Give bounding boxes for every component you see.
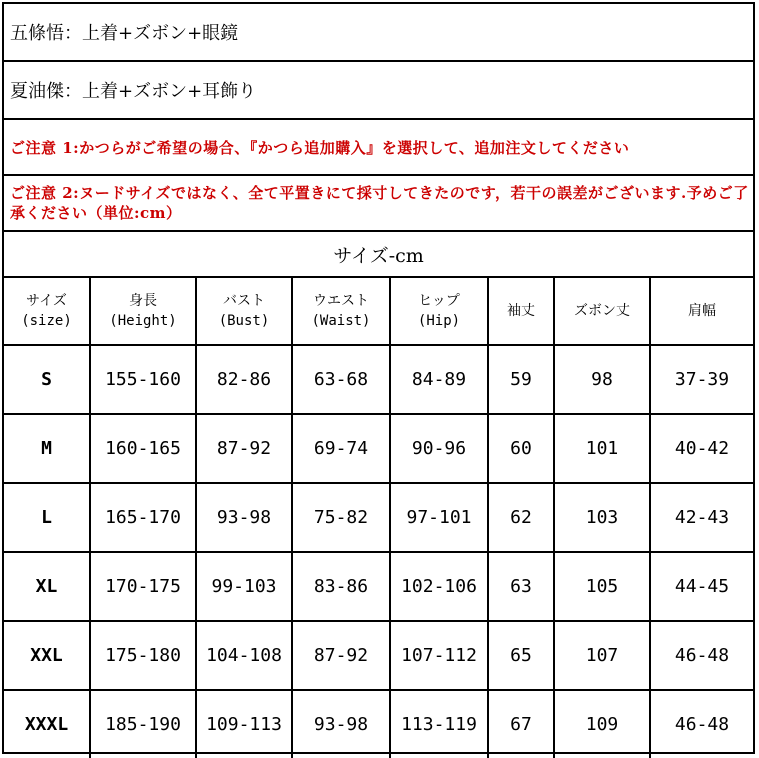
pants-length-cell: 101 <box>554 414 650 483</box>
header-bust-jp: バスト <box>223 293 265 309</box>
waist-cell: 75-82 <box>292 483 390 552</box>
table-row <box>4 690 753 758</box>
table-title-text: サイズ-cm <box>333 244 424 267</box>
height-cell: 165-170 <box>90 483 196 552</box>
costume-gojo-text: 五條悟：上着+ズボン+眼鏡 <box>10 23 239 44</box>
sleeve-cell: 59 <box>488 345 554 414</box>
header-cell-waist <box>292 278 390 345</box>
table-title <box>4 232 753 278</box>
table-row <box>4 414 753 483</box>
table-row <box>4 552 753 621</box>
header-height-en: (Height) <box>109 313 177 329</box>
shoulder-cell: 44-45 <box>650 552 753 621</box>
hip-cell: 113-119 <box>390 690 488 758</box>
waist-cell: 83-86 <box>292 552 390 621</box>
hip-cell: 97-101 <box>390 483 488 552</box>
costume-line-gojo <box>4 4 753 62</box>
size-cell: XL <box>4 552 90 621</box>
notice-measurement-text: ご注意 2:ヌードサイズではなく、全て平置きにて採寸してきたのです，若干の誤差がございます.予めご了承ください（単位:cm） <box>10 184 749 222</box>
bust-cell: 93-98 <box>196 483 292 552</box>
header-waist-jp: ウエスト <box>313 293 369 309</box>
header-hip-en: (Hip) <box>417 313 461 329</box>
header-shoulder-jp: 肩幅 <box>688 303 716 319</box>
header-hip-jp: ヒップ <box>418 293 460 309</box>
waist-cell: 63-68 <box>292 345 390 414</box>
header-cell-sleeve <box>488 278 554 345</box>
shoulder-cell: 46-48 <box>650 621 753 690</box>
notice-wig-text: ご注意 1:かつらがご希望の場合、『かつら追加購入』を選択して、追加注文してください <box>10 138 630 157</box>
size-cell: XXL <box>4 621 90 690</box>
pants-length-cell: 103 <box>554 483 650 552</box>
height-cell: 160-165 <box>90 414 196 483</box>
header-pants-length-jp: ズボン丈 <box>574 303 630 319</box>
costume-line-geto <box>4 62 753 120</box>
header-cell-height <box>90 278 196 345</box>
pants-length-cell: 109 <box>554 690 650 758</box>
header-height-jp: 身長 <box>129 293 157 309</box>
height-cell: 175-180 <box>90 621 196 690</box>
header-size-en: (size) <box>21 313 72 329</box>
size-chart-sheet <box>2 2 755 754</box>
table-row <box>4 621 753 690</box>
hip-cell: 90-96 <box>390 414 488 483</box>
height-cell: 170-175 <box>90 552 196 621</box>
size-cell: S <box>4 345 90 414</box>
pants-length-cell: 105 <box>554 552 650 621</box>
size-table <box>4 278 753 758</box>
shoulder-cell: 37-39 <box>650 345 753 414</box>
notice-measurement <box>4 176 753 232</box>
height-cell: 155-160 <box>90 345 196 414</box>
bust-cell: 87-92 <box>196 414 292 483</box>
waist-cell: 87-92 <box>292 621 390 690</box>
hip-cell: 84-89 <box>390 345 488 414</box>
waist-cell: 69-74 <box>292 414 390 483</box>
sleeve-cell: 67 <box>488 690 554 758</box>
pants-length-cell: 107 <box>554 621 650 690</box>
waist-cell: 93-98 <box>292 690 390 758</box>
bust-cell: 82-86 <box>196 345 292 414</box>
shoulder-cell: 46-48 <box>674 714 730 735</box>
sleeve-cell: 60 <box>488 414 554 483</box>
table-row <box>4 345 753 414</box>
shoulder-cell: 40-42 <box>650 414 753 483</box>
size-cell: L <box>4 483 90 552</box>
pants-length-cell: 98 <box>554 345 650 414</box>
header-row <box>4 278 753 345</box>
header-cell-size <box>4 278 90 345</box>
size-cell: XXXL <box>4 690 90 758</box>
hip-cell: 107-112 <box>390 621 488 690</box>
header-sleeve-jp: 袖丈 <box>507 303 535 319</box>
shoulder-cell: 42-43 <box>650 483 753 552</box>
header-size-jp: サイズ <box>26 293 67 309</box>
sleeve-cell: 65 <box>488 621 554 690</box>
header-cell-hip <box>390 278 488 345</box>
header-cell-bust <box>196 278 292 345</box>
header-bust-en: (Bust) <box>218 313 270 329</box>
notice-wig <box>4 120 753 176</box>
bust-cell: 104-108 <box>196 621 292 690</box>
header-waist-en: (Waist) <box>311 313 371 329</box>
bust-cell: 109-113 <box>196 690 292 758</box>
height-cell: 185-190 <box>90 690 196 758</box>
bust-cell: 99-103 <box>196 552 292 621</box>
table-row <box>4 483 753 552</box>
sleeve-cell: 63 <box>488 552 554 621</box>
costume-geto-text: 夏油傑：上着+ズボン+耳飾り <box>10 81 257 102</box>
sleeve-cell: 62 <box>488 483 554 552</box>
header-cell-pants-length <box>554 278 650 345</box>
size-cell: M <box>4 414 90 483</box>
header-cell-shoulder <box>650 278 753 345</box>
hip-cell: 102-106 <box>390 552 488 621</box>
